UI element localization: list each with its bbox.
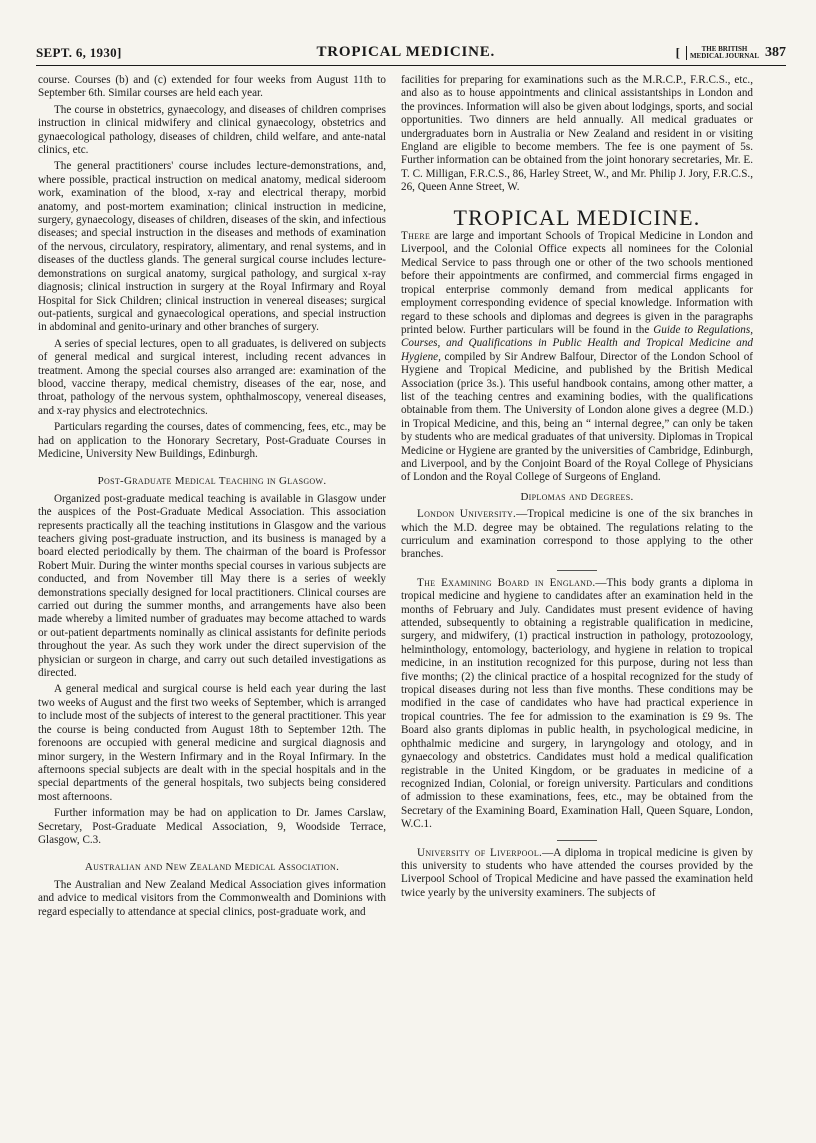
intro-lead-word: There [401, 230, 431, 243]
paragraph: course. Courses (b) and (c) extended for four weeks from August 11th to September 6th. Similar courses are held each year. [38, 74, 386, 100]
anz-heading-text: Australian and New Zealand Medical Association. [84, 861, 340, 874]
intro-paragraph [401, 230, 753, 485]
examining-board-paragraph [401, 577, 753, 832]
london-university-text: —Tropical medicine is one of the six branches in which the M.D. degree may be obtained. The regulations relating to the curriculum and examination correspond to those applying to the other branches. [401, 508, 753, 561]
journal-mark [676, 45, 786, 61]
glasgow-heading-text: Post-Graduate Medical Teaching in Glasgow. [97, 475, 327, 488]
intro-text-a: are large and important Schools of Tropical Medicine in London and Liverpool, and the Colonial Office expects all nominees for the Colonial Medical Service to pass through one or other of the two schools mentioned before their appointments are confirmed, and commercial firms engaged in tropical enterprise commonly demand from medical applicants for employment corresponding evidence of special knowledge. Information with regard to these schools and diplomas and degrees is given in the paragraphs printed below. Further particulars will be found in the [401, 230, 753, 336]
running-header [36, 36, 786, 66]
paragraph: The general practitioners' course includes lecture-demonstrations, and, where possible, practical instruction on medical anatomy, medical sideroom work, examination of the blood, x-ray and electrical therapy, morbid anatomy, and post-mortem examination; clinical instruction in medicine, surgery, gynaecology, diseases of children, diseases of the skin, and infectious diseases; and special instruction in the diseases and methods of examination of the nervous, circulatory, respiratory, alimentary, and renal systems, and in diseases of the ductless glands. The general surgical course includes lecture-demonstrations on surgical anatomy, surgical pathology, and surgical x-ray diagnosis; clinical instruction in surgery at the Royal Infirmary and Royal Hospital for Sick Children; clinical instruction in venereal diseases; surgical out-patients, surgical and gynaecological operations, and special instruction in abdominal and genito-urinary and other branches of surgery. [38, 160, 386, 334]
running-title: TROPICAL MEDICINE. [316, 44, 496, 60]
london-university-lead: London University. [417, 508, 517, 521]
left-column [38, 74, 386, 919]
right-column [401, 74, 753, 900]
paragraph: A general medical and surgical course is held each year during the last two weeks of August and the first two weeks of September, which is arranged to include most of the subjects of interest to the general practitioner. This year the course is being conducted from August 18th to September 12th. The forenoons are occupied with general medicine and surgical diagnosis and minor surgery, in the Western Infirmary and in the Royal Infirmary. In the afternoons special subjects are dealt with in the special hospitals and in the special departments of the general hospitals, two subjects being considered most afternoons. [38, 683, 386, 803]
page-number: 387 [765, 45, 786, 60]
journal-name-line1: THE BRITISH [701, 45, 748, 53]
liverpool-lead: University of Liverpool. [417, 846, 543, 859]
paragraph: The course in obstetrics, gynaecology, and diseases of children comprises instruction in clinical midwifery and clinical gynaecology, obstetrics and gynaecological pathology, diseases of children, child welfare, and ante-natal clinics, etc. [38, 103, 386, 157]
paragraph: Further information may be had on application to Dr. James Carslaw, Secretary, Post-Graduate Medical Association, 9, Woodside Terrace, Glasgow, C.3. [38, 807, 386, 846]
glasgow-heading [38, 475, 386, 488]
liverpool-paragraph [401, 847, 753, 901]
journal-bracket: [ [675, 45, 680, 60]
section-title: TROPICAL MEDICINE. [453, 204, 701, 230]
liverpool-text: —A diploma in tropical medicine is given by this university to students who have attended the courses provided by the Liverpool School of Tropical Medicine and have passed the examination held twice yearly by the university examiners. The subjects of [401, 846, 753, 899]
london-university-paragraph [401, 508, 753, 562]
paragraph: facilities for preparing for examinations such as the M.R.C.P., F.R.C.S., etc., and also as to house appointments and clinical assistantships in London and the provinces. Information will also be given about lodgings, sports, and social opportunities. Two dinners are held annually. All medical graduates or undergraduates born in Australia or New Zealand and resident in or visiting England are eligible to become members. The fee is one payment of 5s. Further information can be obtained from the joint honorary secretaries, Mr. E. T. C. Milligan, F.R.C.S., 86, Harley Street, W., and Mr. Philip J. Jory, F.R.C.S., 26, Queen Anne Street, W. [401, 74, 753, 194]
anz-heading [38, 861, 386, 874]
journal-name [686, 46, 759, 60]
issue-date: SEPT. 6, 1930] [36, 45, 122, 60]
divider [557, 840, 597, 841]
paragraph: A series of special lectures, open to all graduates, is delivered on subjects of general medical and surgical interest, including recent advances in treatment. Among the special courses also arranged are: examination of the blood, vaccine therapy, medical chemistry, diseases of the ear, nose, and throat, pathology of the nervous system, ophthalmoscopy, venereal diseases, and x-ray physics and electrotechnics. [38, 337, 386, 417]
intro-text-b: compiled by Sir Andrew Balfour, Director of the London School of Hygiene and Tropical Medicine, and published by the British Medical Association (price 3s.). This useful handbook contains, among other matter, a list of the teaching centres and examining bodies, with the qualifications obtainable from them. The University of London alone gives a degree (M.D.) in Tropical Medicine, and this, being an “ internal degree,” can only be taken by students who are medical graduates of that university. Diplomas in Tropical Medicine or Hygiene are granted by the universities of Cambridge, Edinburgh, and Liverpool, and by the Conjoint Board of the Royal College of Physicians of London and the Royal College of Surgeons of England. [401, 350, 753, 484]
examining-board-lead: The Examining Board in England. [417, 576, 596, 589]
divider [557, 570, 597, 571]
diplomas-heading [401, 491, 753, 504]
guide-title: Guide to Regulations, Courses, and Qualifications in Public Health and Tropical Medicine and Hygiene, [401, 323, 753, 363]
diplomas-heading-text: Diplomas and Degrees. [520, 490, 634, 503]
paragraph: Particulars regarding the courses, dates of commencing, fees, etc., may be had on application to the Honorary Secretary, Post-Graduate Courses in Medicine, University New Buildings, Edinburgh. [38, 421, 386, 460]
paragraph: Organized post-graduate medical teaching is available in Glasgow under the auspices of the Post-Graduate Medical Association. This association represents practically all the teaching institutions in Glasgow and the various teachers giving post-graduate instruction, and its business is managed by a board elected periodically by them. The chairman of the board is Professor Robert Muir. During the winter months special courses in various subjects are conducted, and from November till May there is a series of weekly demonstrations specially designed for local practitioners. Clinical courses are carried out during the summer months, and arrangements have also been made whereby a limited number of graduates may become attached to wards or out-patient departments nominally as clinical assistants for definite periods throughout the year. As such they work under the direct supervision of the physician or surgeon in charge, and carry out such detailed investigations as directed. [38, 492, 386, 680]
paragraph: The Australian and New Zealand Medical Association gives information and advice to medical visitors from the Commonwealth and Dominions with regard especially to attendance at special clinics, post-graduate work, and [38, 878, 386, 918]
journal-name-line2: MEDICAL JOURNAL [689, 52, 759, 60]
examining-board-text: —This body grants a diploma in tropical medicine and hygiene to candidates after an examination held in the months of February and July. Candidates must present evidence of having attended, subsequently to obtaining a registrable qualification in medicine, surgery, and midwifery, (1) practical instruction in pathology, protozoology, helminthology, entomology, bacteriology, and hygiene in relation to tropical medicine, in an institution recognized for this purpose, during not less than five months; (2) the clinical practice of a hospital recognized for the study of tropical diseases during not less than five months. These conditions may be modified in the case of candidates who have had practical experience in tropical countries. The fee for admission to the examination is £9 9s. The Board also grants diplomas in public health, in psychological medicine, in ophthalmic medicine and surgery, in laryngology and otology, and in gynaecology and obstetrics. Candidates must hold a medical qualification registrable in the United Kingdom, or be graduates in medicine of a recognized Indian, Colonial, or foreign university. Particulars and conditions of admission to these examinations, fees, etc., may be obtained from the Secretary of the Examining Board, Examination Hall, Queen Square, London, W.C.1. [401, 576, 753, 831]
